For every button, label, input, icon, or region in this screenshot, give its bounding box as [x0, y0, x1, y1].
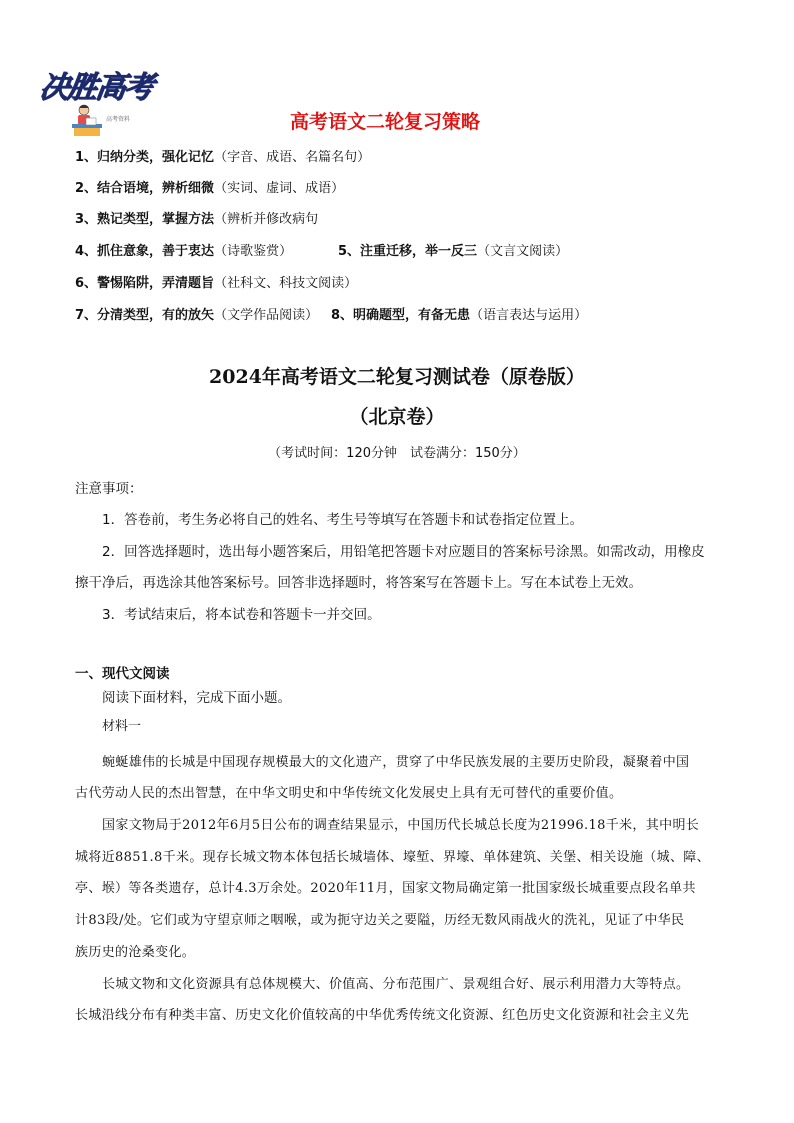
tip-note: （实词、虚词、成语）: [214, 181, 345, 196]
tip-line-2: [75, 177, 344, 196]
notice-label: 注意事项：: [75, 481, 143, 497]
body-line-4: 城将近8851.8千米。现存长城文物本体包括长城墙体、壕堑、界壕、单体建筑、关堡、相关设施（城、障、: [75, 850, 710, 865]
tip-heading: 注重迁移，举一反三: [360, 244, 478, 259]
tip-num: 3、: [75, 212, 98, 227]
logo: [37, 60, 168, 142]
tip-line-1: [75, 146, 370, 165]
body-line-2: 古代劳动人民的杰出智慧，在中华文明史和中华传统文化发展史上具有无可替代的重要价值。: [75, 786, 623, 801]
exam-subtitle: （北京卷）: [349, 406, 445, 428]
body-line-8: 长城文物和文化资源具有总体规模大、价值高、分布范围广、景观组合好、展示利用潜力大等特点。: [102, 977, 690, 992]
tip-num: 2、: [75, 181, 98, 196]
logo-text: 决胜高考: [37, 70, 154, 105]
tip-num: 8、: [331, 308, 354, 323]
body-line-7: 族历史的沧桑变化。: [75, 945, 196, 960]
tip-heading: 结合语境，辨析细微: [97, 181, 215, 196]
tip-heading: 警惕陷阱，弄清题旨: [97, 276, 215, 291]
tip-line-8: [331, 304, 587, 323]
tip-note: （字音、成语、名篇名句）: [214, 150, 371, 165]
exam-title: 2024年高考语文二轮复习测试卷（原卷版）: [209, 366, 585, 388]
exam-meta: （考试时间：120分钟 试卷满分：150分）: [268, 446, 526, 461]
body-line-5: 亭、堠）等各类遗存，总计4.3万余处。2020年11月，国家文物局确定第一批国家级长城重要点段名单共: [75, 881, 696, 896]
material-label: 材料一: [102, 719, 142, 734]
tip-note: （社科文、科技文阅读）: [214, 276, 358, 291]
logo-caption: 高考资料: [106, 116, 131, 123]
tip-note: （文言文阅读）: [477, 244, 569, 259]
tip-note: （辨析并修改病句: [214, 212, 319, 227]
tip-note: （诗歌鉴赏）: [214, 244, 293, 259]
body-line-9: 长城沿线分布有种类丰富、历史文化价值较高的中华优秀传统文化资源、红色历史文化资源和社会主义先: [75, 1008, 690, 1023]
notice-3: 3．考试结束后，将本试卷和答题卡一并交回。: [102, 607, 381, 623]
instruction: 阅读下面材料，完成下面小题。: [102, 690, 291, 706]
strategy-title: 高考语文二轮复习策略: [290, 111, 481, 133]
notice-2: 2．回答选择题时，选出每小题答案后，用铅笔把答题卡对应题目的答案标号涂黑。如需改动，用橡皮: [102, 544, 705, 560]
tip-heading: 抓住意象，善于衷达: [97, 244, 215, 259]
tip-line-7: [75, 304, 318, 323]
tip-num: 6、: [75, 276, 98, 291]
tip-line-4: [75, 240, 292, 259]
tip-note: （文学作品阅读）: [214, 308, 319, 323]
tip-num: 1、: [75, 150, 98, 165]
body-line-1: 蜿蜒雄伟的长城是中国现存规模最大的文化遗产，贯穿了中华民族发展的主要历史阶段，凝聚着中国: [102, 755, 690, 770]
tip-line-5: [338, 240, 568, 259]
tip-heading: 明确题型，有备无患: [353, 308, 471, 323]
tip-heading: 分清类型，有的放矢: [97, 308, 215, 323]
tip-note: （语言表达与运用）: [470, 308, 588, 323]
tip-line-6: [75, 272, 357, 291]
tip-heading: 归纳分类，强化记忆: [97, 150, 215, 165]
tip-num: 7、: [75, 308, 98, 323]
notice-1: 1．答卷前，考生务必将自己的姓名、考生号等填写在答题卡和试卷指定位置上。: [102, 512, 584, 528]
tip-num: 5、: [338, 244, 361, 259]
tip-num: 4、: [75, 244, 98, 259]
section-title: 一、现代文阅读: [75, 666, 170, 682]
body-line-3: 国家文物局于2012年6月5日公布的调查结果显示，中国历代长城总长度为21996.18千米，其中明长: [102, 818, 700, 833]
tip-heading: 熟记类型，掌握方法: [97, 212, 215, 227]
tip-line-3: [75, 208, 318, 227]
notice-2-cont: 擦干净后，再选涂其他答案标号。回答非选择题时，将答案写在答题卡上。写在本试卷上无效。: [75, 575, 642, 591]
body-line-6: 计83段/处。它们或为守望京师之咽喉，或为扼守边关之要隘，历经无数风雨战火的洗礼，见证了中华民: [75, 913, 685, 928]
